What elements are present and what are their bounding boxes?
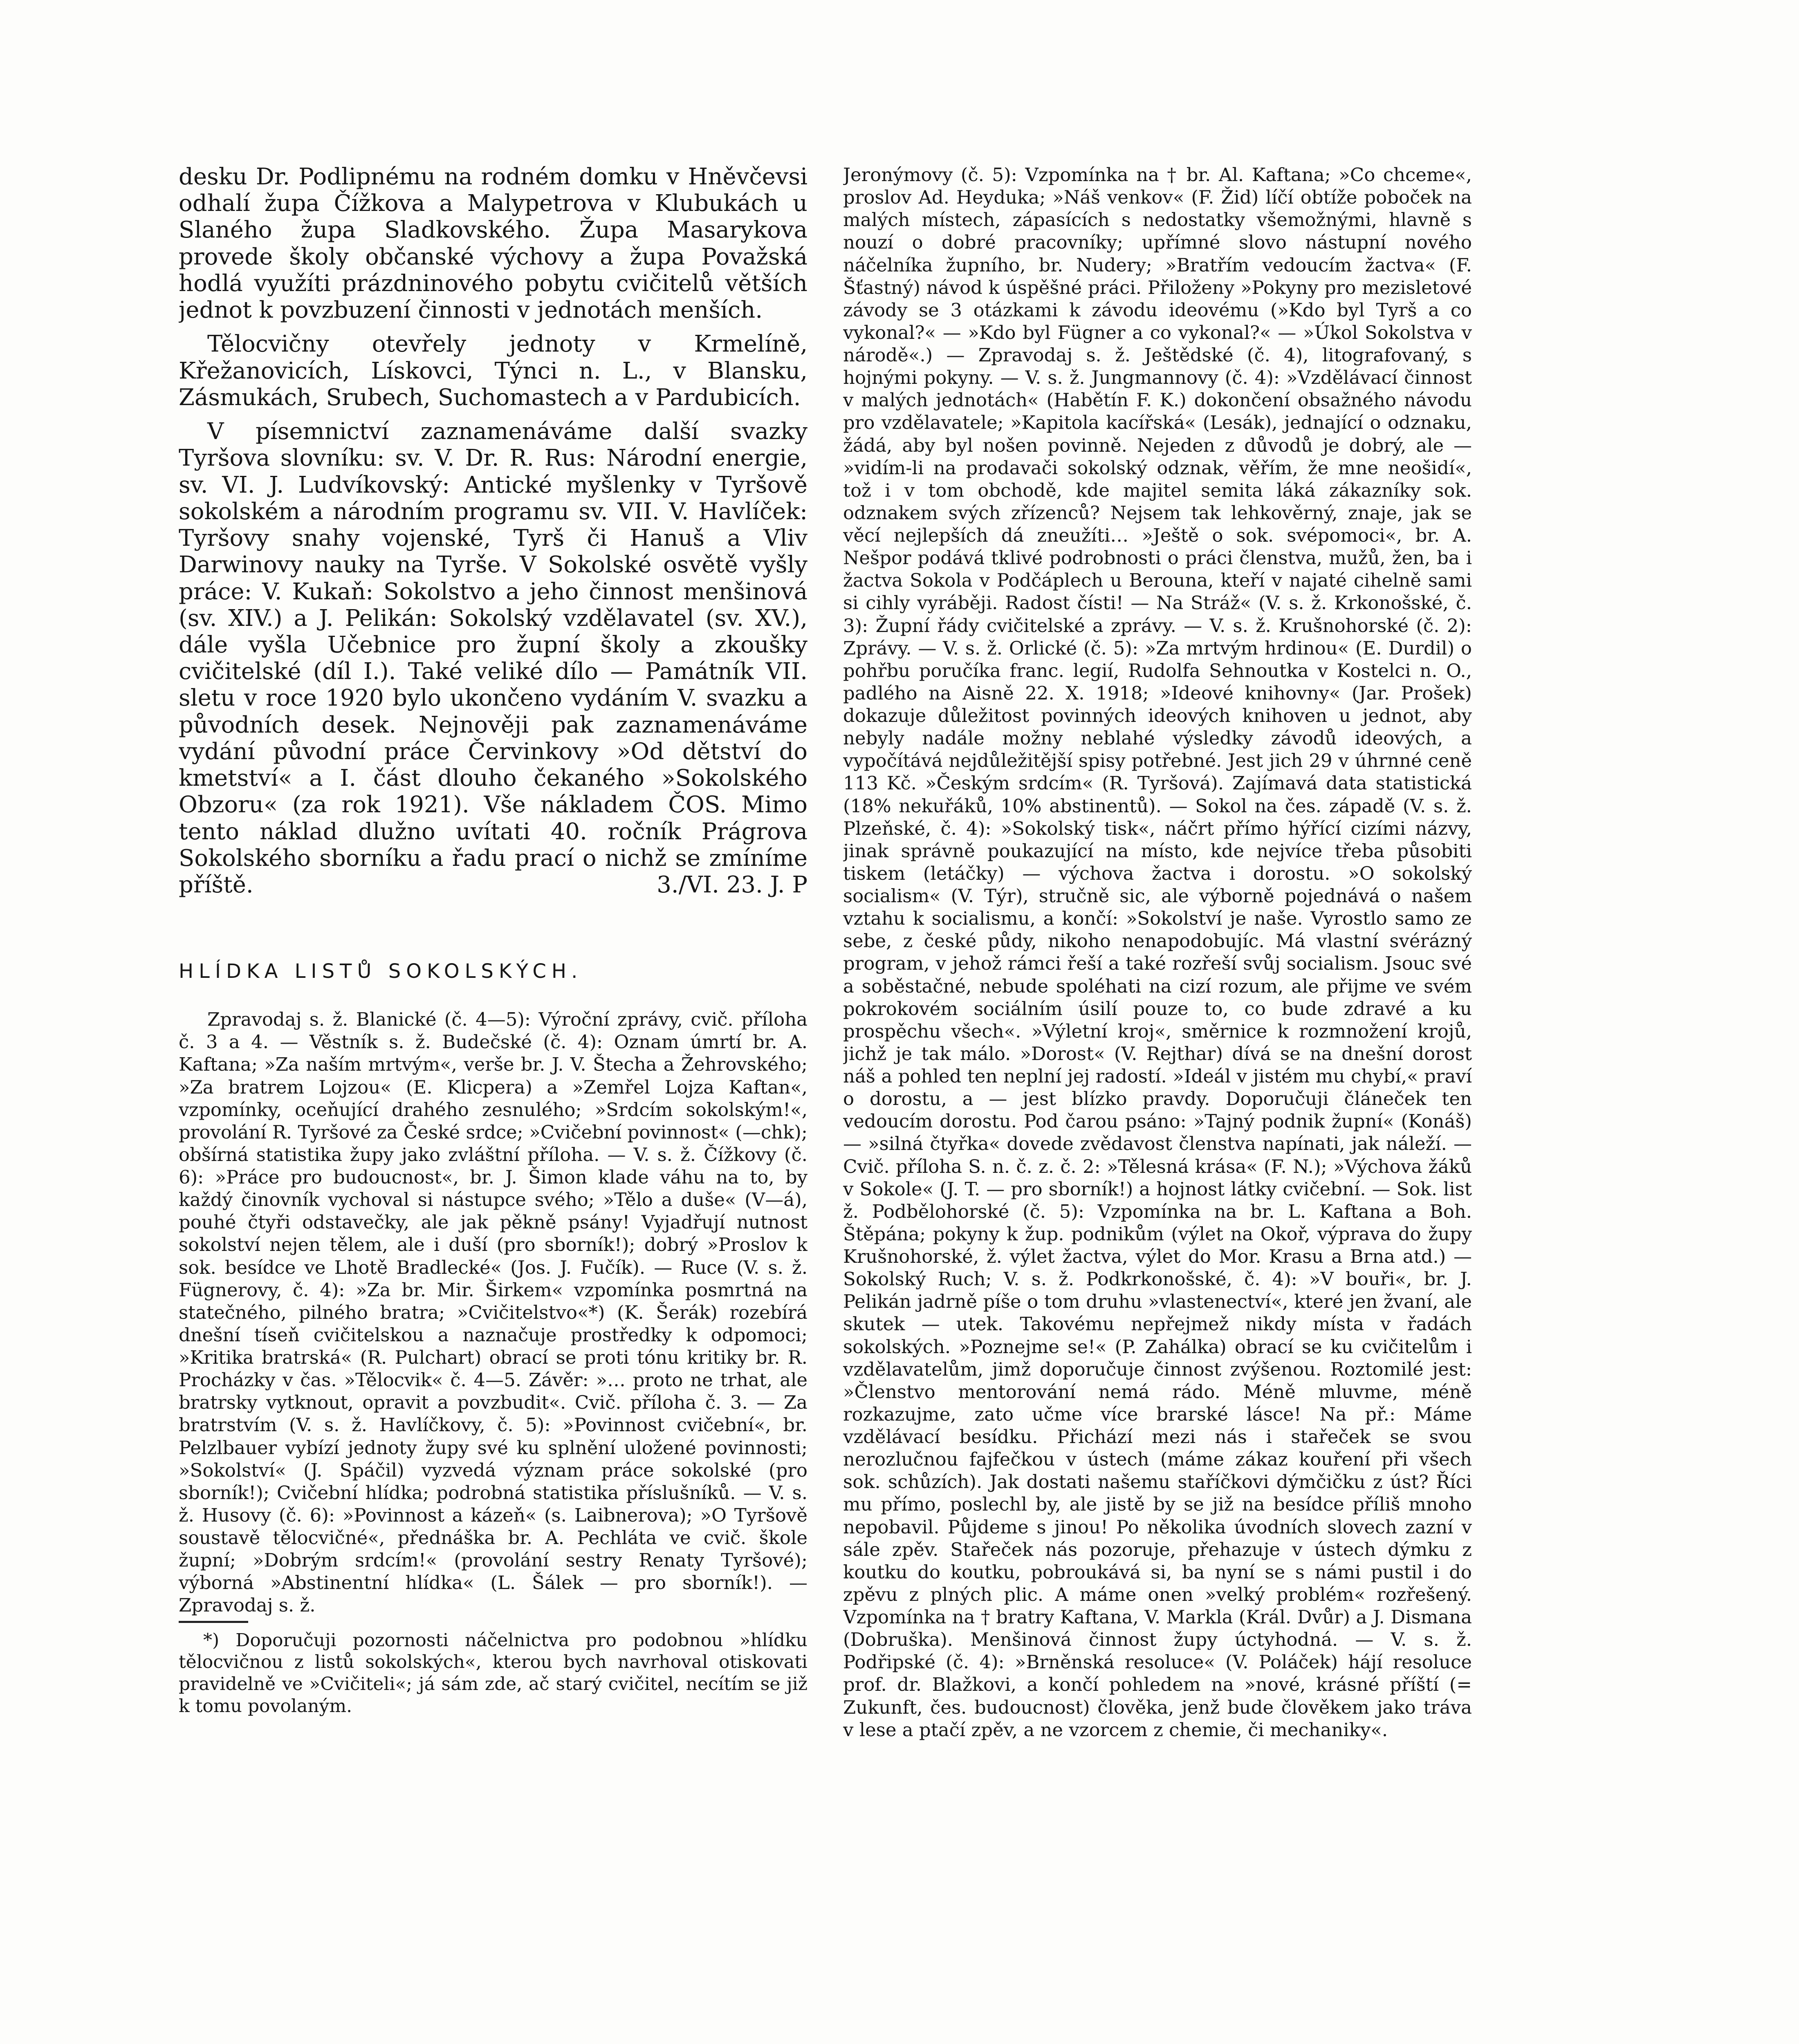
paragraph-gymnasiums: Tělocvičny otevřely jednoty v Krmelíně, Křežanovicích, Lískovci, Týnci n. L., v Blansku, Zásmukách, Srubech, Suchomastech a v Pardubicích.	[179, 331, 808, 411]
review-section	[179, 959, 808, 1717]
signature: 3./VI. 23. J. P	[657, 872, 808, 899]
footnote-divider	[179, 1621, 248, 1623]
footnote: *) Doporučuji pozornosti náčelnictva pro podobnou »hlídku tělocvičnou z listů sokolských«, kterou bych navrhoval otiskovati pravidelně ve »Cvičiteli«; já sám zde, ač starý cvičitel, necítím se již k tomu povolaným.	[179, 1629, 808, 1717]
paragraph-memorials: desku Dr. Podlipnému na rodném domku v Hněvčevsi odhalí župa Čížkova a Malypetrova v Klubukách u Slaného župa Sladkovského. Župa Masarykova provede školy občanské výchovy a župa Považská hodlá využíti prázdninového pobytu cvičitelů větších jednot k povzbuzení činnosti v jednotách menších.	[179, 164, 808, 324]
review-continuation: Jeronýmovy (č. 5): Vzpomínka na † br. Al. Kaftana; »Co chceme«, proslov Ad. Heyduka; »Náš venkov« (F. Žid) líčí obtíže poboček na malých místech, zápasících s nedostatky všemožnými, hlavně s nouzí o dobré pracovníky; upřímné slovo nástupní nového náčelníka župního, br. Nudery; »Bratřím vedoucím žactva« (F. Šťastný) návod k úspěšné práci. Přiloženy »Pokyny pro mezisletové závody se 3 otázkami k závodu ideovému (»Kdo byl Tyrš a co vykonal?« — »Kdo byl Fügner a co vykonal?« — »Úkol Sokolstva v národě«.) — Zpravodaj s. ž. Ještědské (č. 4), litografovaný, s hojnými pokyny. — V. s. ž. Jungmannovy (č. 4): »Vzdělávací činnost v malých jednotách« (Habětín F. K.) dokončení obsažného návodu pro vzdělavatele; »Kapitola kacířská« (Lesák), jednající o odznaku, žádá, aby byl nošen povinně. Nejeden z důvodů je dobrý, ale — »vidím-li na prodavači sokolský odznak, věřím, že mne neošidí«, tož i v tom obchodě, kde majitel semita láká zákazníky sok. odznakem svých zřízenců? Nejsem tak lehkověrný, znaje, jak se věcí nejlepších dá zneužíti… »Ještě o sok. svépomoci«, br. A. Nešpor podává tklivé podrobnosti o práci členstva, mužů, žen, ba i žactva Sokola v Podčáplech u Berouna, kteří v najaté cihelně sami si cihly vyráběji. Radost čísti! — Na Stráž« (V. s. ž. Krkonošské, č. 3): Župní řády cvičitelské a zprávy. — V. s. ž. Krušnohorské (č. 2): Zprávy. — V. s. ž. Orlické (č. 5): »Za mrtvým hrdinou« (E. Durdil) o pohřbu poručíka franc. legií, Rudolfa Sehnoutka v Kostelci n. O., padlého na Aisně 22. X. 1918; »Ideové knihovny« (Jar. Prošek) dokazuje důležitost povinných ideových knihoven u jednot, aby nebyly nadále možny neblahé výsledky závodů ideových, a vypočítává nejdůležitější spisy potřebné. Jest jich 29 v úhrnné ceně 113 Kč. »Českým srdcím« (R. Tyršová). Zajímavá data statistická (18% nekuřáků, 10% abstinentů). — Sokol na čes. západě (V. s. ž. Plzeňské, č. 4): »Sokolský tisk«, náčrt přímo hýřící cizími názvy, jinak správně poukazující na místo, kde nejvíce třeba působiti tiskem (letáčky) — výchova žactva i dorostu. »O sokolský socialism« (V. Týr), stručně sic, ale výborně pojednává o našem vztahu k socialismu, a končí: »Sokolství je naše. Vyrostlo samo ze sebe, z české půdy, nikoho nenapodobujíc. Má vlastní svérázný program, v jehož rámci řeší a také rozřeší svůj socialism. Jsouc své a soběstačné, nebude spoléhati na cizí rozum, ale přijme ve svém pokrokovém sociálním úsilí pouze to, co bude zdravé a ku prospěchu všech«. »Výletní kroj«, směrnice k rozmnožení krojů, jichž je tak málo. »Dorost« (V. Rejthar) dívá se na dnešní dorost náš a pohled ten neplní jej radostí. »Ideál v jistém mu chybí,« praví o dorostu, a — jest blízko pravdy. Doporučuji článeček ten vedoucím dorostu. Pod čarou psáno: »Tajný podnik župní« (Konáš) — »silná čtyřka« dovede zvědavost členstva napínati, jak náleží. — Cvič. příloha S. n. č. z. č. 2: »Tělesná krása« (F. N.); »Výchova žáků v Sokole« (J. T. — pro sborník!) a hojnost látky cvičební. — Sok. list ž. Podbělohorské (č. 5): Vzpomínka na br. L. Kaftana a Boh. Štěpána; pokyny k žup. podnikům (výlet na Okoř, výprava do župy Krušnohorské, ž. výlet žactva, výlet do Mor. Krasu a Brna atd.) — Sokolský Ruch; V. s. ž. Podkrkonošské, č. 4): »V bouři«, br. J. Pelikán jadrně píše o tom druhu »vlastenectví«, které jen žvaní, ale skutek — utek. Takovému nepřejmež nikdy místa v řadách sokolských. »Poznejme se!« (P. Zahálka) obrací se ku cvičitelům i vzdělavatelům, jimž doporučuje činnost zvýšenou. Roztomilé jest: »Členstvo mentorování nemá rádo. Méně mluvme, méně rozkazujme, zato učme více brarské lásce! Na př.: Máme vzdělávací besídku. Přichází mezi nás i stařeček se svou nerozlučnou fajfečkou v ústech (máme zákaz kouření při všech sok. schůzích). Jak dostati našemu staříčkovi dýmčičku z úst? Říci mu přímo, poslechl by, ale jistě by se již na besídce příliš mnoho nepobavil. Půjdeme s jinou! Po několika úvodních slovech zazní v sále zpěv. Stařeček nás pozoruje, přehazuje v ústech dýmku z koutku do koutku, pobroukává si, ba nyní se s námi pustil i do zpěvu z plných plic. A máme onen »velký problém« rozřešený. Vzpomínka na † bratry Kaftana, V. Markla (Král. Dvůr) a J. Dismana (Dobruška). Menšinová činnost župy úctyhodná. — V. s. ž. Podřipské (č. 4): »Brněnská resoluce« (V. Poláček) hájí resoluce prof. dr. Blažkovi, a končí pohledem na »nové, krásné příští (= Zukunft, čes. budoucnost) člověka, jenž bude člověkem jako tráva v lese a ptačí zpěv, a ne vzorcem z chemie, či mechaniky«.	[843, 164, 1472, 1741]
literature-text: V písemnictví zaznamenáváme další svazky Tyršova slovníku: sv. V. Dr. R. Rus: Národní energie, sv. VI. J. Ludvíkovský: Antické myšlenky v Tyršově sokolském a národním programu sv. VII. V. Havlíček: Tyršovy snahy vojenské, Tyrš či Hanuš a Vliv Darwinovy nauky na Tyrše. V Sokolské osvětě vyšly práce: V. Kukaň: Sokolstvo a jeho činnost menšinová (sv. XIV.) a J. Pelikán: Sokolský vzdělavatel (sv. XV.), dále vyšla Učebnice pro župní školy a zkoušky cvičitelské (díl I.). Také veliké dílo — Památník VII. sletu v roce 1920 bylo ukončeno vydáním V. svazku a původních desek. Nejnověji pak zaznamenáváme vydání původní práce Červinkovy »Od dětství do kmetství« a I. část dlouho čekaného »Sokolského Obzoru« (za rok 1921). Vše nákladem ČOS. Mimo tento náklad dlužno uvítati 40. ročník Prágrova Sokolského sborníku a řadu prací o nichž se zmíníme příště.	[179, 418, 808, 899]
right-column	[843, 164, 1472, 2044]
paragraph-literature	[179, 418, 808, 898]
news-section	[179, 164, 808, 898]
section-title: HLÍDKA LISTŮ SOKOLSKÝCH.	[179, 960, 583, 983]
review-paragraph: Zpravodaj s. ž. Blanické (č. 4—5): Výroční zprávy, cvič. příloha č. 3 a 4. — Věstník s. ž. Budečské (č. 4): Oznam úmrtí br. A. Kaftana; »Za naším mrtvým«, verše br. J. V. Štecha a Žehrovského; »Za bratrem Lojzou« (E. Klicpera) a »Zemřel Lojza Kaftan«, vzpomínky, oceňující drahého zesnulého; »Srdcím sokolským!«, provolání R. Tyršové za České srdce; »Cvičební povinnost« (—chk); obšírná statistika župy jako zvláštní příloha. — V. s. ž. Čížkovy (č. 6): »Práce pro budoucnost«, br. J. Šimon klade váhu na to, by každý činovník vychoval si nástupce svého; »Tělo a duše« (V—á), pouhé čtyři odstavečky, ale jak pěkně psány! Vyjadřují nutnost sokolství nejen tělem, ale i duší (pro sborník!); dobrý »Proslov k sok. besídce ve Lhotě Bradlecké« (Jos. J. Fučík). — Ruce (V. s. ž. Fügnerovy, č. 4): »Za br. Mir. Širkem« vzpomínka posmrtná na statečného, pilného bratra; »Cvičitelstvo«*) (K. Šerák) rozebírá dnešní tíseň cvičitelskou a naznačuje prostředky k odpomoci; »Kritika bratrská« (R. Pulchart) obrací se proti tónu kritiky br. R. Procházky v čas. »Tělocvik« č. 4—5. Závěr: »… proto ne trhat, ale bratrsky vytknout, opravit a povzbudit«. Cvič. příloha č. 3. — Za bratrstvím (V. s. ž. Havlíčkovy, č. 5): »Povinnost cvičební«, br. Pelzlbauer vybízí jednoty župy své ku splnění uložené povinnosti; »Sokolství« (J. Spáčil) vyzvedá význam práce sokolské (pro sborník!); Cvičební hlídka; podrobná statistika příslušníků. — V. s. ž. Husovy (č. 6): »Povinnost a kázeň« (s. Laibnerova); »O Tyršově soustavě tělocvičné«, přednáška br. A. Pechláta ve cvič. škole župní; »Dobrým srdcím!« (provolání sestry Renaty Tyršové); výborná »Abstinentní hlídka« (L. Šálek — pro sborník!). — Zpravodaj s. ž.	[179, 1009, 808, 1616]
left-column	[179, 164, 808, 2044]
